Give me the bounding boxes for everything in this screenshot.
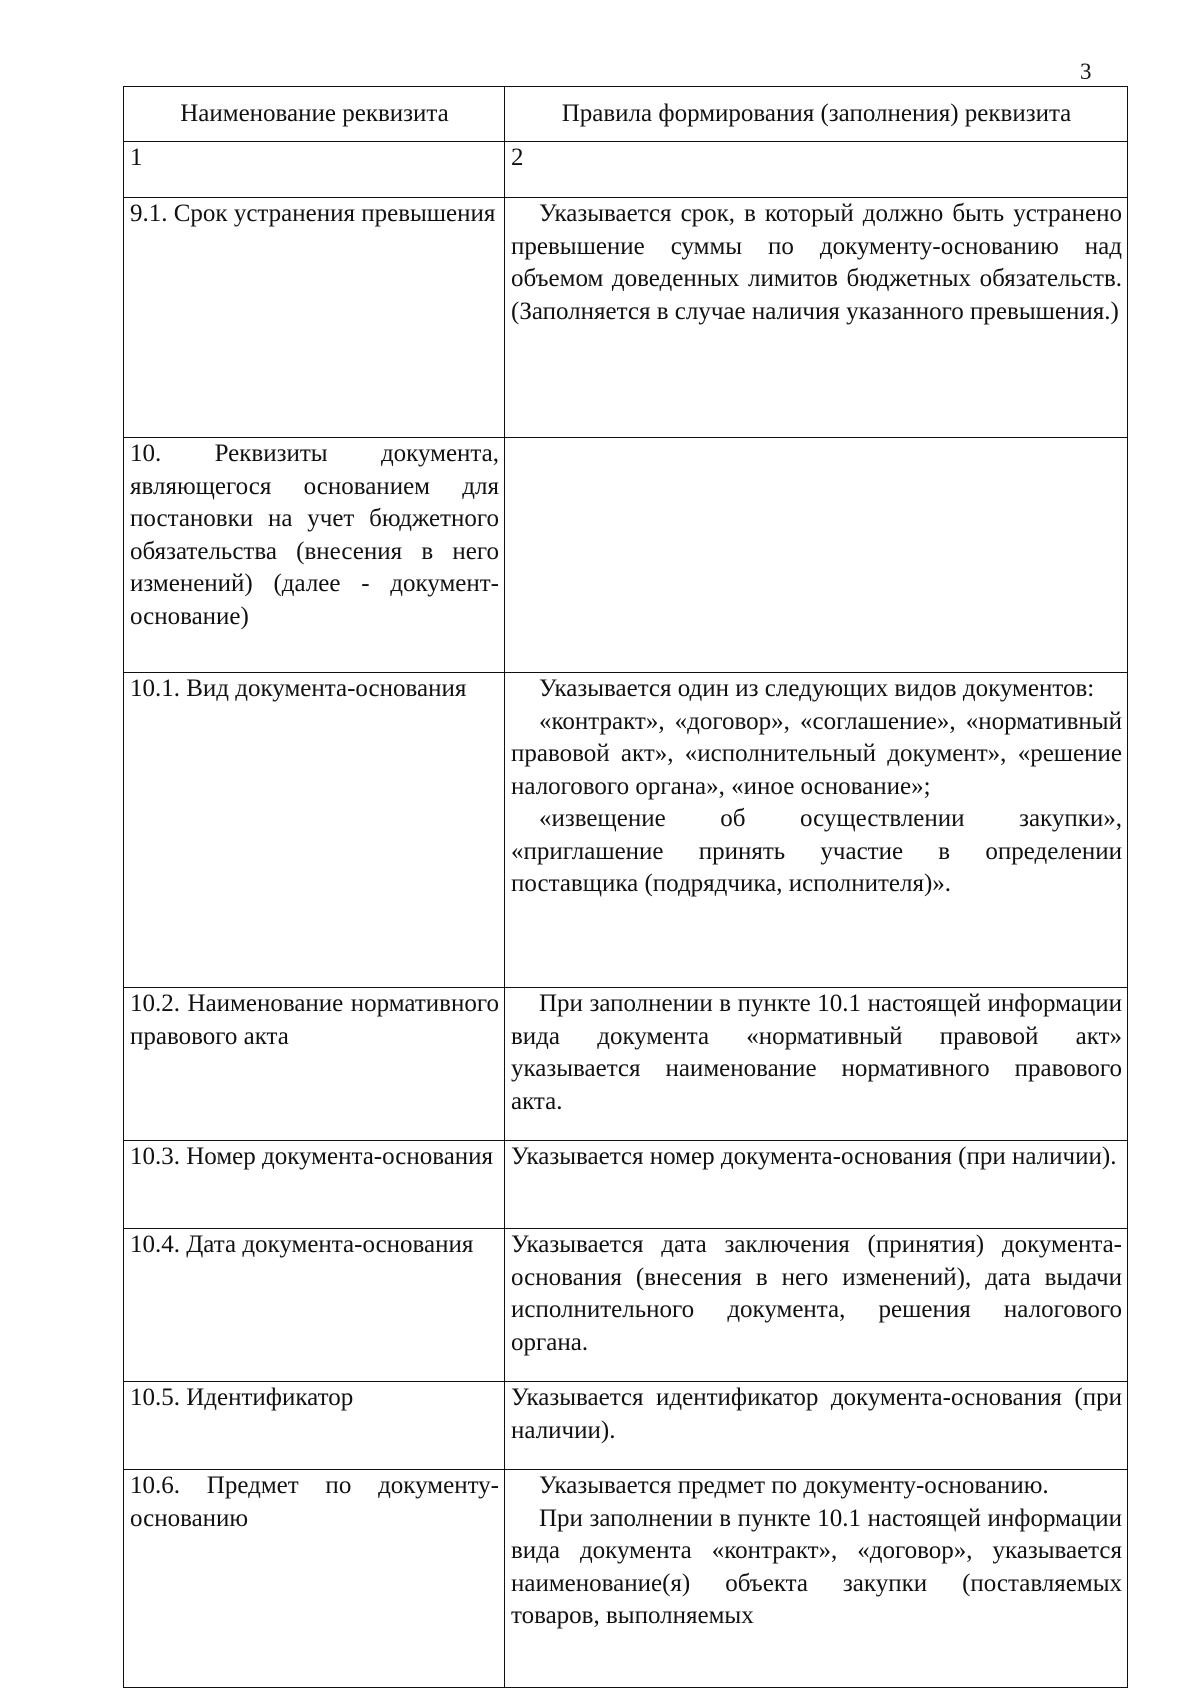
rule-paragraph: Указывается номер документа-основания (при наличии). bbox=[511, 1143, 1117, 1170]
table-row bbox=[124, 438, 1128, 673]
table-row bbox=[124, 673, 1128, 988]
column-number-1: 1 bbox=[124, 142, 505, 198]
rule-paragraph: При заполнении в пункте 10.1 настоящей информации вида документа «контракт», «договор», указывается наименование(я) объекта закупки (поставляемых товаров, выполняемых bbox=[511, 1504, 1122, 1629]
requisite-rules bbox=[505, 673, 1128, 988]
table-row bbox=[124, 1382, 1128, 1470]
column-number-2: 2 bbox=[505, 142, 1128, 198]
column-number-row bbox=[124, 142, 1128, 198]
table-row bbox=[124, 1470, 1128, 1688]
requisite-rules bbox=[505, 1470, 1128, 1688]
requisite-name: 10.1. Вид документа-основания bbox=[124, 673, 505, 988]
rule-paragraph: При заполнении в пункте 10.1 настоящей информации вида документа «нормативный правовой акт» указывается наименование нормативного правового акта. bbox=[511, 990, 1122, 1115]
requisites-table bbox=[123, 86, 1128, 1688]
rule-paragraph: «извещение об осуществлении закупки», «приглашение принять участие в определении поставщика (подрядчика, исполнителя)». bbox=[511, 805, 1122, 897]
page-number: 3 bbox=[1080, 59, 1092, 84]
requisite-rules bbox=[505, 198, 1128, 438]
requisite-rules bbox=[505, 1141, 1128, 1229]
requisite-name: 10.2. Наименование нормативного правового акта bbox=[124, 988, 505, 1141]
requisite-name: 9.1. Срок устранения превышения bbox=[124, 198, 505, 438]
requisite-rules bbox=[505, 438, 1128, 673]
requisite-rules bbox=[505, 1229, 1128, 1382]
requisite-name: 10.5. Идентификатор bbox=[124, 1382, 505, 1470]
requisite-rules bbox=[505, 1382, 1128, 1470]
rule-paragraph: Указывается предмет по документу-основанию. bbox=[539, 1472, 1049, 1499]
table-row bbox=[124, 198, 1128, 438]
table-row bbox=[124, 1141, 1128, 1229]
requisite-name: 10. Реквизиты документа, являющегося основанием для постановки на учет бюджетного обязательства (внесения в него изменений) (далее - документ-основание) bbox=[124, 438, 505, 673]
column-header-rules: Правила формирования (заполнения) реквизита bbox=[505, 87, 1128, 142]
requisite-name: 10.6. Предмет по документу-основанию bbox=[124, 1470, 505, 1688]
requisite-name: 10.4. Дата документа-основания bbox=[124, 1229, 505, 1382]
rule-paragraph: Указывается один из следующих видов документов: bbox=[539, 675, 1095, 702]
rule-paragraph: Указывается дата заключения (принятия) документа-основания (внесения в него изменений), дата выдачи исполнительного документа, решения налогового органа. bbox=[511, 1231, 1122, 1356]
table-row bbox=[124, 988, 1128, 1141]
table-header-row bbox=[124, 87, 1128, 142]
rule-paragraph: «контракт», «договор», «соглашение», «нормативный правовой акт», «исполнительный документ», «решение налогового органа», «иное основание»; bbox=[511, 707, 1122, 800]
column-header-name: Наименование реквизита bbox=[124, 87, 505, 142]
table-row bbox=[124, 1229, 1128, 1382]
rule-paragraph: Указывается идентификатор документа-основания (при наличии). bbox=[511, 1384, 1122, 1444]
rule-paragraph: Указывается срок, в который должно быть устранено превышение суммы по документу-основанию над объемом доведенных лимитов бюджетных обязательств. (Заполняется в случае наличия указанного превышения.) bbox=[511, 200, 1122, 325]
requisite-rules bbox=[505, 988, 1128, 1141]
requisite-name: 10.3. Номер документа-основания bbox=[124, 1141, 505, 1229]
